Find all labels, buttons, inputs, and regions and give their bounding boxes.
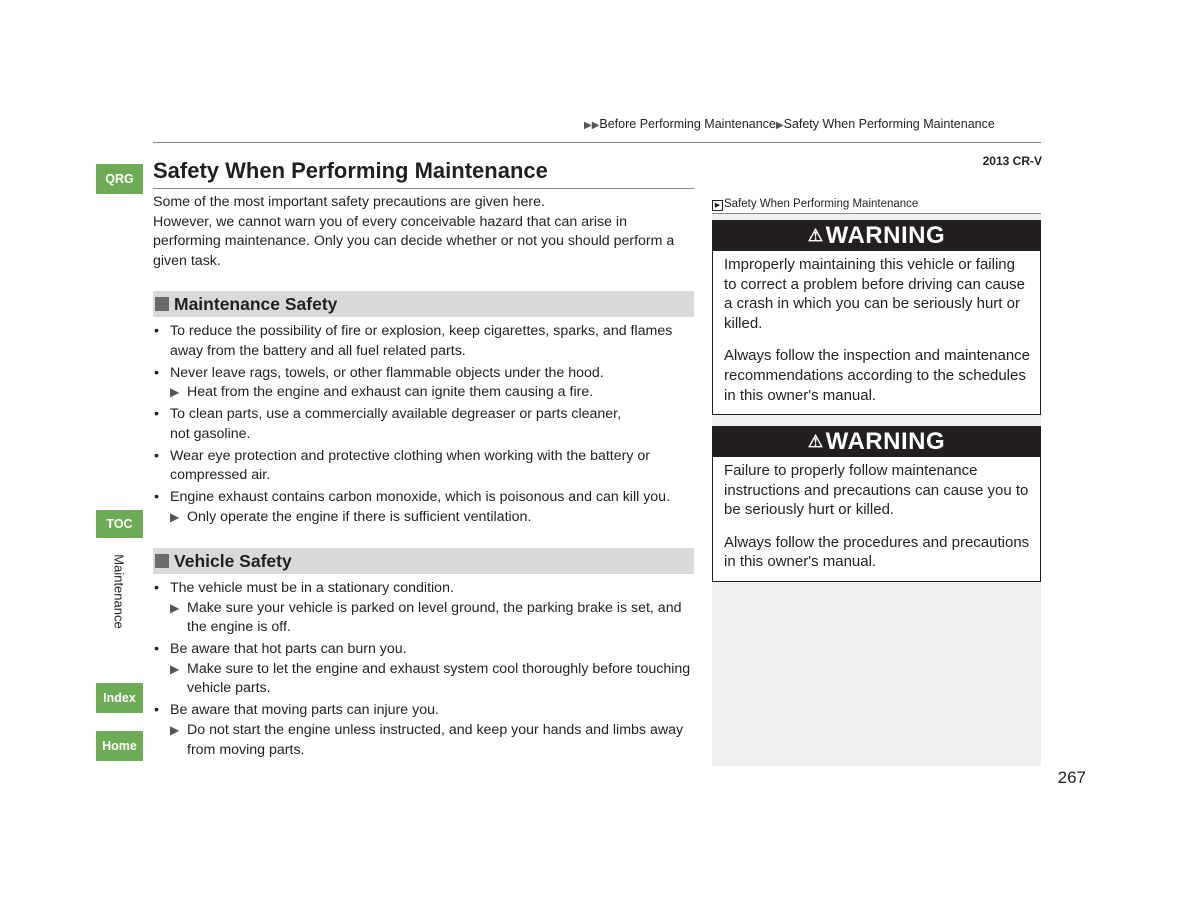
- warning-label: WARNING: [825, 428, 946, 455]
- list-item-note: [170, 599, 698, 638]
- list-item-text: Never leave rags, towels, or other flammable objects under the hood.: [170, 364, 604, 381]
- breadcrumb-parent-link[interactable]: Before Performing Maintenance: [599, 117, 776, 131]
- index-button[interactable]: Index: [96, 683, 143, 713]
- arrow-right-icon: ▶: [170, 600, 180, 615]
- intro-line-1: Some of the most important safety precautions are given here.: [153, 194, 545, 210]
- list-item-text: Wear eye protection and protective clothing when working with the battery or compressed air.: [170, 447, 651, 484]
- bullet-icon: •: [154, 364, 159, 381]
- list-item-text: The vehicle must be in a stationary condition.: [170, 580, 454, 596]
- bullet-icon: •: [154, 406, 159, 423]
- list-item: [153, 579, 698, 638]
- breadcrumb: [584, 117, 995, 131]
- list-item-note: [170, 383, 698, 403]
- qrg-button[interactable]: QRG: [96, 164, 143, 194]
- warning-paragraph: Failure to properly follow maintenance instructions and precautions can cause you to be seriously hurt or killed.: [724, 462, 1029, 519]
- bullet-icon: •: [154, 447, 159, 464]
- list-item-note-text: Heat from the engine and exhaust can ignite them causing a fire.: [187, 384, 594, 401]
- list-item-note-text: Make sure your vehicle is parked on level ground, the parking brake is set, and the engine is off.: [187, 599, 682, 636]
- bullet-icon: •: [154, 702, 159, 719]
- intro-line-2: However, we cannot warn you of every conceivable hazard that can arise in performing maintenance. Only you can decide whether or not you should perform a given task.: [153, 213, 675, 269]
- warning-box: [712, 426, 1041, 582]
- bullet-icon: •: [154, 641, 159, 658]
- breadcrumb-arrow-icon: ▶▶: [584, 120, 600, 131]
- warning-paragraph: Improperly maintaining this vehicle or failing to correct a problem before driving can cause a crash in which you can be seriously hurt or killed.: [724, 256, 1025, 332]
- section-square-icon: [155, 297, 169, 311]
- list-item-note-text: Make sure to let the engine and exhaust system cool thoroughly before touching vehicle parts.: [187, 660, 691, 697]
- page-title: Safety When Performing Maintenance: [153, 158, 548, 183]
- sidebar-heading: [712, 196, 1041, 214]
- list-item: [153, 701, 698, 760]
- list-item: [153, 640, 698, 699]
- header-divider: [153, 142, 1041, 143]
- warning-triangle-icon: ⚠: [807, 432, 824, 451]
- vehicle-safety-heading-text: Vehicle Safety: [174, 551, 292, 571]
- intro-text: [153, 193, 698, 271]
- warning-band: [713, 427, 1040, 457]
- list-item-note: [170, 721, 698, 760]
- toc-button[interactable]: TOC: [96, 510, 143, 538]
- maintenance-safety-heading-text: Maintenance Safety: [174, 294, 338, 314]
- model-label: 2013 CR-V: [982, 154, 1042, 168]
- breadcrumb-current: Safety When Performing Maintenance: [783, 117, 995, 131]
- bullet-icon: •: [154, 489, 159, 506]
- sidebar-heading-divider: [712, 213, 1041, 214]
- arrow-right-icon: ▶: [170, 385, 180, 400]
- section-tab-label: Maintenance: [111, 554, 127, 629]
- list-item: [153, 364, 698, 403]
- list-item-text: Be aware that moving parts can injure you.: [170, 702, 439, 719]
- list-item: [153, 447, 698, 486]
- list-item-note: [170, 660, 698, 699]
- list-item: [153, 322, 698, 361]
- maintenance-safety-heading: [153, 291, 694, 317]
- list-item-text: Be aware that hot parts can burn you.: [170, 641, 407, 658]
- section-square-icon: [155, 554, 169, 568]
- warning-paragraph: Always follow the procedures and precautions in this owner's manual.: [724, 533, 1030, 571]
- warning-label: WARNING: [825, 222, 946, 249]
- list-item-note-text: Only operate the engine if there is sufficient ventilation.: [187, 508, 532, 525]
- warning-triangle-icon: ⚠: [807, 226, 824, 245]
- warning-box: [712, 220, 1041, 415]
- warning-band: [713, 221, 1040, 251]
- note-marker-icon: ▶: [712, 200, 723, 211]
- arrow-right-icon: ▶: [170, 722, 180, 737]
- warning-body: [713, 251, 1040, 405]
- warning-body: [713, 457, 1040, 572]
- list-item-text: To clean parts, use a commercially available degreaser or parts cleaner,: [170, 406, 622, 423]
- list-item: [153, 405, 698, 444]
- arrow-right-icon: ▶: [170, 661, 180, 676]
- breadcrumb-separator-icon: ▶: [775, 120, 784, 131]
- title-divider: [153, 188, 694, 189]
- list-item-text: Engine exhaust contains carbon monoxide, which is poisonous and can kill you.: [170, 489, 671, 506]
- vehicle-safety-heading: [153, 548, 694, 574]
- bullet-icon: •: [154, 323, 159, 339]
- warning-paragraph: Always follow the inspection and maintenance recommendations according to the schedules in this owner's manual.: [724, 347, 1031, 404]
- list-item-note-text: Do not start the engine unless instructed, and keep your hands and limbs away from moving parts.: [187, 721, 684, 758]
- sidebar-heading-text: Safety When Performing Maintenance: [724, 198, 919, 210]
- list-item-text: To reduce the possibility of fire or explosion, keep cigarettes, sparks, and flames away from the battery and all fuel related parts.: [170, 323, 673, 359]
- list-item-text-continued: not gasoline.: [170, 425, 251, 442]
- page-number: 267: [1057, 768, 1086, 787]
- maintenance-safety-list: [153, 322, 698, 530]
- list-item: [153, 488, 698, 527]
- list-item-note: [170, 508, 698, 528]
- bullet-icon: •: [154, 580, 159, 596]
- arrow-right-icon: ▶: [170, 509, 180, 524]
- vehicle-safety-list: [153, 579, 698, 763]
- home-button[interactable]: Home: [96, 731, 143, 761]
